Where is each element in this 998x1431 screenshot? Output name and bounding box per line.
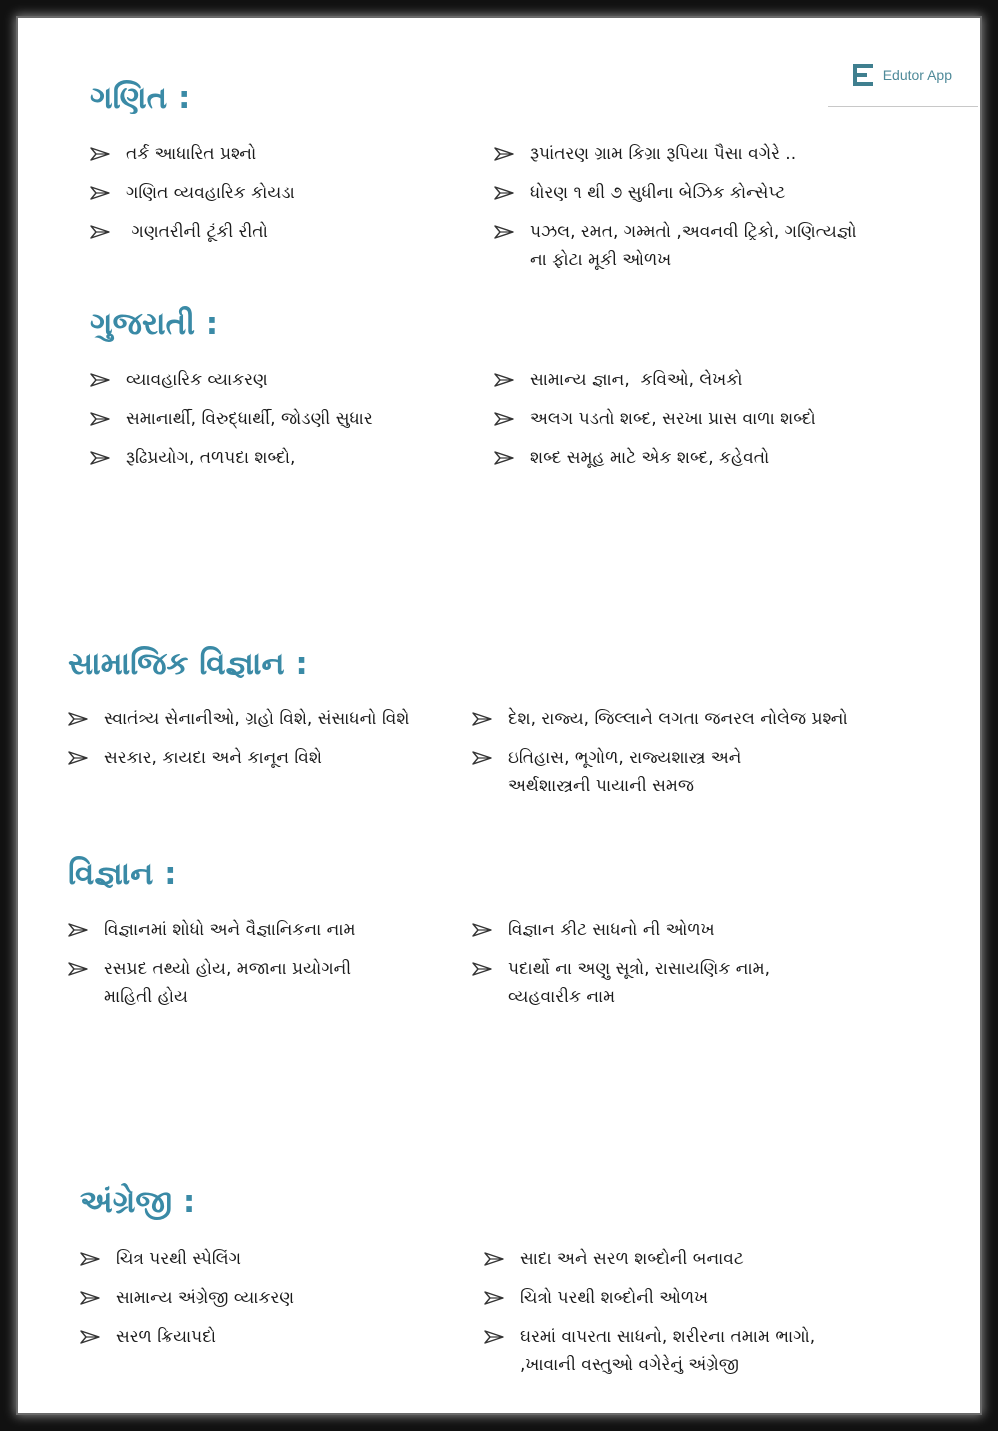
list-item-text: વિજ્ઞાનમાં શોધો અને વૈજ્ઞાનિકના નામ [104, 920, 356, 940]
logo-text: Edutor App [882, 67, 952, 83]
list-item [494, 179, 785, 207]
list-item-text: વ્યાવહારિક વ્યાકરણ [126, 370, 268, 390]
arrow-bullet-icon [80, 1245, 116, 1273]
list-item-text: શબ્દ સમૂહ માટે એક શબ્દ, કહેવતો [530, 448, 770, 468]
arrow-bullet-icon [472, 916, 508, 944]
arrow-bullet-icon [472, 705, 508, 733]
arrow-bullet-icon [484, 1245, 520, 1273]
edutor-logo [853, 64, 952, 86]
edutor-logo-icon [853, 64, 873, 86]
list-item-text: ચિત્રો પરથી શબ્દોની ઓળખ [520, 1288, 709, 1308]
list-item-text: સમાનાર્થી, વિરુદ્ધાર્થી, જોડણી સુધાર [126, 409, 373, 429]
list-item [484, 1245, 744, 1273]
arrow-bullet-icon [494, 444, 530, 472]
list-item-text: પદાર્થો ના અણુ સૂત્રો, રાસાયણિક નામ, વ્યહવારીક નામ [508, 959, 771, 1007]
arrow-bullet-icon [68, 744, 104, 772]
list-item [90, 179, 295, 207]
list-item-text: સાદા અને સરળ શબ્દોની બનાવટ [520, 1249, 744, 1269]
list-item [68, 916, 356, 944]
arrow-bullet-icon [494, 405, 530, 433]
list-item [90, 366, 268, 394]
list-item [472, 955, 770, 1011]
arrow-bullet-icon [484, 1284, 520, 1312]
list-item [472, 705, 848, 733]
list-item [472, 916, 715, 944]
section-heading: અંગ્રેજી : [80, 1184, 196, 1220]
arrow-bullet-icon [90, 405, 126, 433]
logo-underline [828, 106, 978, 107]
list-item-text: રૂઢિપ્રયોગ, તળપદા શબ્દો, [126, 448, 296, 468]
list-item [80, 1284, 294, 1312]
arrow-bullet-icon [68, 705, 104, 733]
list-item-text: સરકાર, કાયદા અને કાનૂન વિશે [104, 748, 322, 768]
list-item [472, 744, 741, 800]
list-item [80, 1245, 241, 1273]
list-item-text: ગણિત વ્યવહારિક કોયડા [126, 183, 295, 203]
list-item [494, 218, 857, 274]
arrow-bullet-icon [80, 1323, 116, 1351]
section-heading: ગણિત : [90, 80, 191, 116]
arrow-bullet-icon [472, 744, 508, 772]
section-heading: સામાજિક વિજ્ઞાન : [68, 646, 308, 682]
list-item [90, 218, 268, 246]
arrow-bullet-icon [90, 140, 126, 168]
list-item-text: સામાન્ય જ્ઞાન, કવિઓ, લેખકો [530, 370, 743, 390]
list-item-text: સરળ ક્રિયાપદો [116, 1327, 216, 1347]
list-item-text: ગણતરીની ટૂંકી રીતો [126, 222, 268, 242]
list-item [484, 1323, 815, 1379]
list-item [494, 366, 743, 394]
section-heading: ગુજરાતી : [90, 306, 219, 342]
list-item [90, 405, 373, 433]
list-item-text: સ્વાતંત્ર્ય સેનાનીઓ, ગ્રહો વિશે, સંસાધનો વિશે [104, 709, 410, 729]
list-item [68, 705, 410, 733]
list-item [494, 444, 769, 472]
list-item-text: ઘરમાં વાપરતા સાધનો, શરીરના તમામ ભાગો, ,ખાવાની વસ્તુઓ વગેરેનું અંગ્રેજી [520, 1327, 816, 1375]
document-page [18, 18, 980, 1413]
arrow-bullet-icon [90, 218, 126, 246]
arrow-bullet-icon [80, 1284, 116, 1312]
list-item-text: અલગ પડતો શબ્દ, સરખા પ્રાસ વાળા શબ્દો [530, 409, 816, 429]
list-item [90, 444, 295, 472]
arrow-bullet-icon [90, 444, 126, 472]
arrow-bullet-icon [494, 140, 530, 168]
arrow-bullet-icon [494, 179, 530, 207]
list-item-text: પઝલ, રમત, ગમ્મતો ,અવનવી ટ્રિકો, ગણિત્યજ્ઞો ના ફોટા મૂકી ઓળખ [530, 222, 857, 270]
list-item [90, 140, 256, 168]
list-item-text: રસપ્રદ તથ્યો હોય, મજાના પ્રયોગની માહિતી હોય [104, 959, 352, 1007]
arrow-bullet-icon [90, 179, 126, 207]
list-item-text: દેશ, રાજ્ય, જિલ્લાને લગતા જનરલ નોલેજ પ્રશ્નો [508, 709, 848, 729]
list-item-text: રૂપાંતરણ ગ્રામ કિગ્રા રૂપિયા પૈસા વગેરે .. [530, 144, 797, 164]
list-item [80, 1323, 216, 1351]
list-item-text: સામાન્ય અંગ્રેજી વ્યાકરણ [116, 1288, 295, 1308]
arrow-bullet-icon [494, 218, 530, 246]
arrow-bullet-icon [484, 1323, 520, 1351]
list-item-text: ધોરણ ૧ થી ૭ સુધીના બેઝિક કોન્સેપ્ટ [530, 183, 786, 203]
list-item [484, 1284, 708, 1312]
list-item-text: તર્ક આધારિત પ્રશ્નો [126, 144, 257, 164]
arrow-bullet-icon [494, 366, 530, 394]
list-item [494, 405, 816, 433]
arrow-bullet-icon [90, 366, 126, 394]
arrow-bullet-icon [472, 955, 508, 983]
list-item [494, 140, 796, 168]
list-item-text: ઇતિહાસ, ભૂગોળ, રાજ્યશાસ્ત્ર અને અર્થશાસ્ત્રની પાયાની સમજ [508, 748, 742, 796]
list-item-text: વિજ્ઞાન કીટ સાધનો ની ઓળખ [508, 920, 715, 940]
arrow-bullet-icon [68, 955, 104, 983]
list-item [68, 744, 322, 772]
list-item-text: ચિત્ર પરથી સ્પેલિંગ [116, 1249, 241, 1269]
arrow-bullet-icon [68, 916, 104, 944]
list-item [68, 955, 351, 1011]
section-heading: વિજ્ઞાન : [68, 856, 177, 892]
